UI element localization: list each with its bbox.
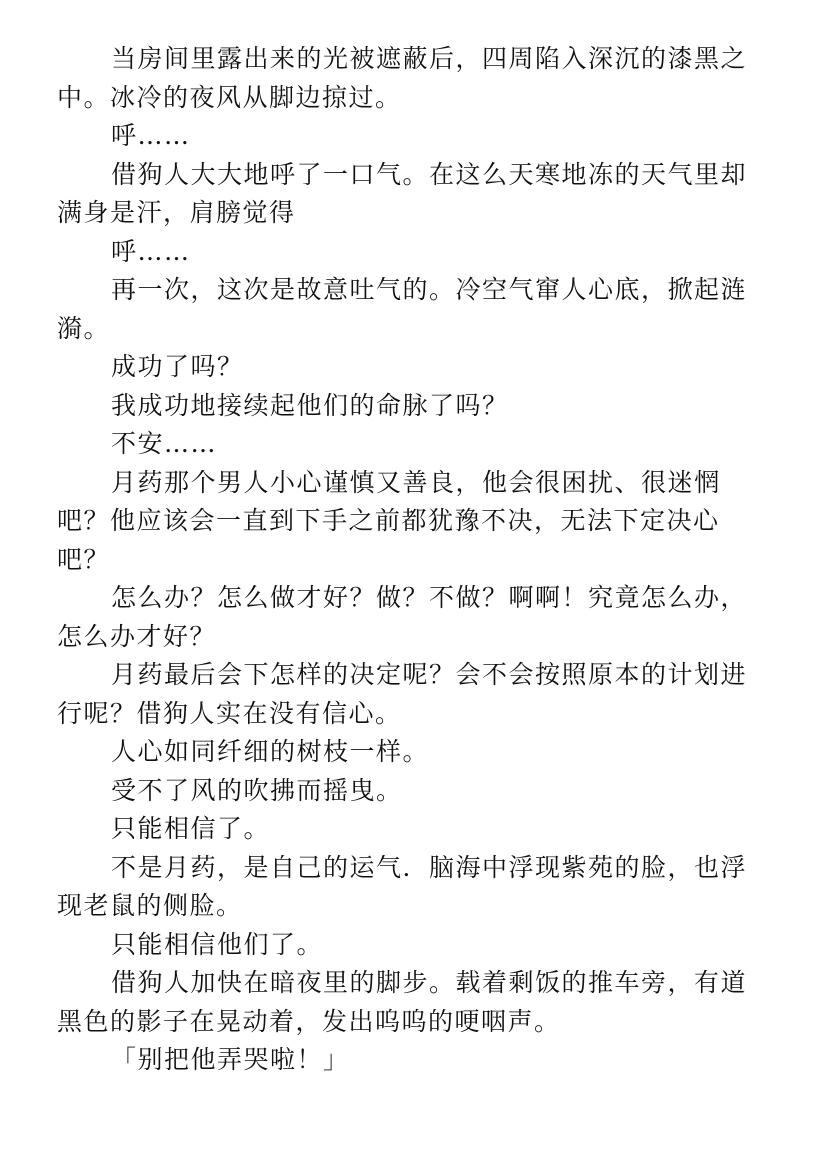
paragraph: 受不了风的吹拂而摇曳。 bbox=[111, 775, 403, 805]
paragraph: 月药最后会下怎样的决定呢？会不会按照原本的计划进行呢？借狗人实在没有信心。 bbox=[57, 660, 748, 728]
paragraph: 当房间里露出来的光被遮蔽后，四周陷入深沉的漆黑之中。冰冷的夜风从脚边掠过。 bbox=[57, 44, 748, 112]
paragraph: 我成功地接续起他们的命脉了吗？ bbox=[111, 390, 509, 420]
paragraph: 呼…… bbox=[111, 236, 191, 266]
paragraph: 不安…… bbox=[111, 429, 218, 458]
paragraph: 只能相信了。 bbox=[111, 814, 271, 843]
paragraph: 借狗人大大地呼了一口气。在这么天寒地冻的天气里却满身是汗，肩膀觉得 bbox=[57, 159, 748, 227]
paragraph: 再一次，这次是故意吐气的。冷空气窜人心底，掀起涟漪。 bbox=[57, 275, 748, 343]
paragraph: 借狗人加快在暗夜里的脚步。载着剩饭的推车旁，有道黑色的影子在晃动着，发出呜呜的哽咽声。 bbox=[57, 968, 748, 1036]
paragraph: 月药那个男人小心谨慎又善良，他会很困扰、很迷惘吧？他应该会一直到下手之前都犹豫不决，无法下定决心吧？ bbox=[57, 467, 721, 574]
paragraph: 只能相信他们了。 bbox=[111, 929, 324, 959]
paragraph: 怎么办？怎么做才好？做？不做？啊啊！究竟怎么办，怎么办才好？ bbox=[57, 583, 748, 651]
paragraph: 人心如同纤细的树枝一样。 bbox=[111, 737, 430, 766]
paragraph: 成功了吗？ bbox=[111, 352, 244, 381]
paragraph: 呼…… bbox=[111, 121, 191, 150]
novel-page bbox=[57, 40, 757, 1080]
paragraph: 「别把他弄哭啦！」 bbox=[111, 1045, 350, 1074]
paragraph: 不是月药，是自己的运气．脑海中浮现紫苑的脸，也浮现老鼠的侧脸。 bbox=[57, 852, 748, 920]
